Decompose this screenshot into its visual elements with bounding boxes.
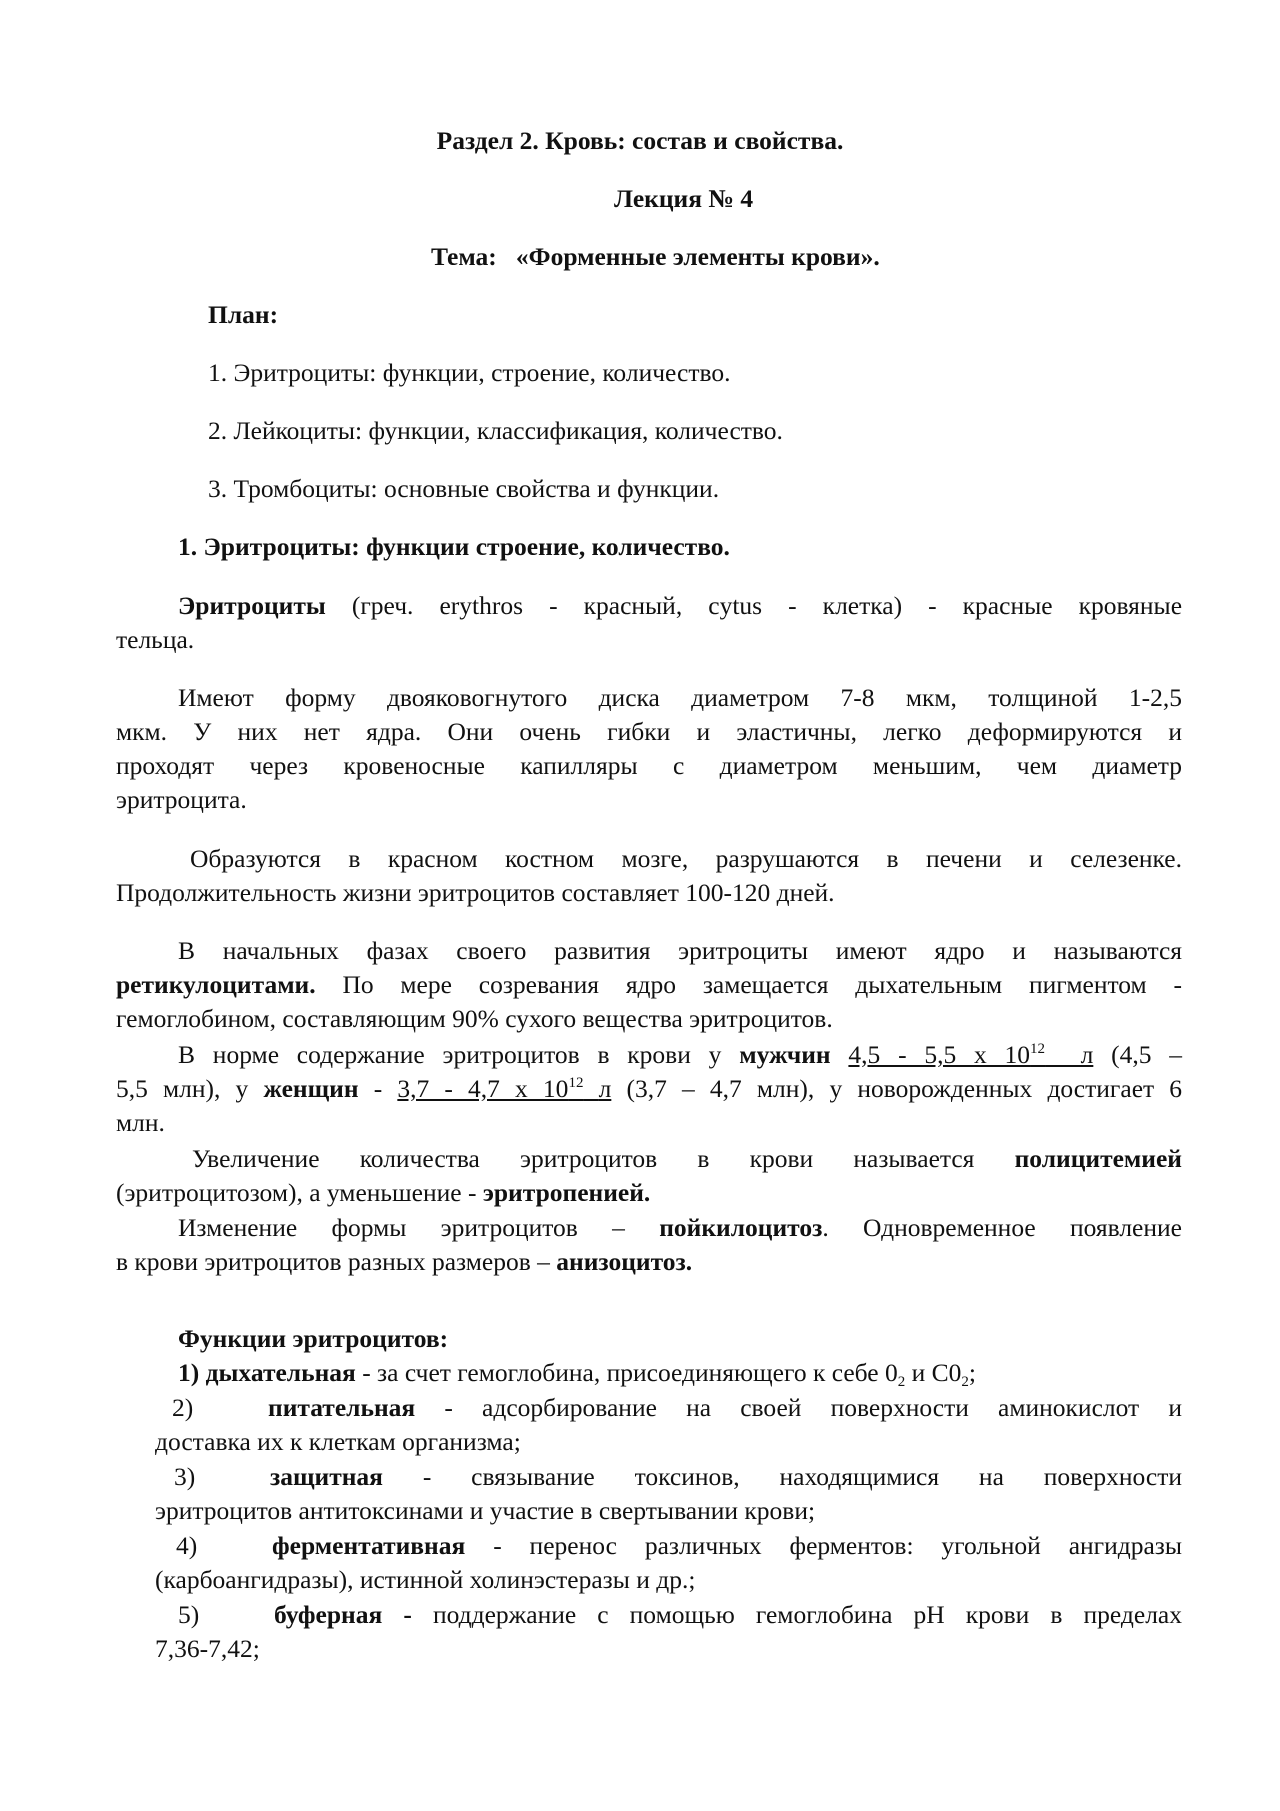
paragraph-line: Увеличение количества эритроцитов в крови называется полицитемией [192,1144,1182,1173]
function-item-protective-cont: эритроцитов антитоксинами и участие в свертывании крови; [155,1496,816,1525]
topic-line [431,240,880,274]
paragraph-line: В норме содержание эритроцитов в крови у мужчин 4,5 - 5,5 х $10^{12}$ л (4,5 – [178,1040,1183,1069]
term-women: женщин [263,1074,359,1103]
function-item-nutritive-cont: доставка их к клеткам организма; [155,1427,521,1456]
plan-item: 1. Эритроциты: функции, строение, количество. [208,358,731,387]
plan-item: 2. Лейкоциты: функции, классификация, количество. [208,416,783,445]
function-item-nutritive: 2) питательная - адсорбирование на своей поверхности аминокислот и [172,1393,1183,1422]
topic-label: Тема: [431,242,497,271]
section-title: Раздел 2. Кровь: состав и свойства. [436,126,844,155]
function-item-buffer-cont: 7,36-7,42; [155,1634,260,1663]
paragraph-line: мкм. У них нет ядра. Они очень гибки и эластичны, легко деформируются и [116,717,1182,746]
function-item-respiratory: 1) дыхательная - за счет гемоглобина, присоединяющего к себе $0_2$ и $С0_2$; [178,1358,976,1390]
paragraph-line: Продолжительность жизни эритроцитов составляет 100-120 дней. [116,878,835,907]
topic-text: «Форменные элементы крови». [515,242,880,271]
paragraph-line: тельца. [116,625,195,654]
term-men: мужчин [739,1040,831,1069]
function-item-buffer: 5) буферная - поддержание с помощью гемоглобина рН крови в пределах [178,1600,1182,1629]
term-polycythemia: полицитемией [1014,1144,1182,1173]
plan-label: План: [208,300,279,329]
paragraph-line: эритроцита. [116,785,247,814]
paragraph-line: Изменение формы эритроцитов – пойкилоцитоз. Одновременное появление [178,1213,1182,1242]
norm-men: 4,5 - 5,5 х $10^{12}$ л [848,1040,1094,1069]
paragraph-line: Эритроциты (греч. erythros - красный, cytus - клетка) - красные кровяные [178,591,1183,620]
term-anisocytosis: анизоцитоз. [556,1247,693,1276]
section-heading: 1. Эритроциты: функции строение, количество. [178,532,730,561]
term-erythrocytes: Эритроциты [178,591,326,620]
functions-title: Функции эритроцитов: [178,1324,449,1353]
function-item-enzymatic-cont: (карбоангидразы), истинной холинэстеразы и др.; [155,1565,696,1594]
lecture-number: Лекция № 4 [614,184,754,213]
paragraph-line: в крови эритроцитов разных размеров – анизоцитоз. [116,1247,693,1276]
term-reticulocytes: ретикулоцитами. [116,970,316,999]
paragraph-line: (эритроцитозом), а уменьшение - эритропенией. [116,1178,651,1207]
paragraph-line: гемоглобином, составляющим 90% сухого вещества эритроцитов. [116,1004,833,1033]
paragraph-line: Образуются в красном костном мозге, разрушаются в печени и селезенке. [190,844,1182,873]
paragraph-line: млн. [116,1108,165,1137]
term-poikilocytosis: пойкилоцитоз [659,1213,823,1242]
paragraph-line: ретикулоцитами. По мере созревания ядро замещается дыхательным пигментом - [116,970,1182,999]
function-item-protective: 3) защитная - связывание токсинов, находящимися на поверхности [174,1462,1182,1491]
function-item-enzymatic: 4) ферментативная - перенос различных ферментов: угольной ангидразы [176,1531,1183,1560]
paragraph-line: проходят через кровеносные капилляры с диаметром меньшим, чем диаметр [116,751,1182,780]
norm-women: 3,7 - 4,7 х $10^{12}$ л [397,1074,612,1103]
plan-item: 3. Тромбоциты: основные свойства и функции. [208,474,720,503]
paragraph-line: Имеют форму двояковогнутого диска диаметром 7-8 мкм, толщиной 1-2,5 [178,683,1182,712]
paragraph-line: В начальных фазах своего развития эритроциты имеют ядро и называются [178,936,1182,965]
term-erythropenia: эритропенией. [482,1178,651,1207]
paragraph-line: 5,5 млн), у женщин - 3,7 - 4,7 х $10^{12}$ л (3,7 – 4,7 млн), у новорожденных достигает 6 [116,1074,1183,1103]
